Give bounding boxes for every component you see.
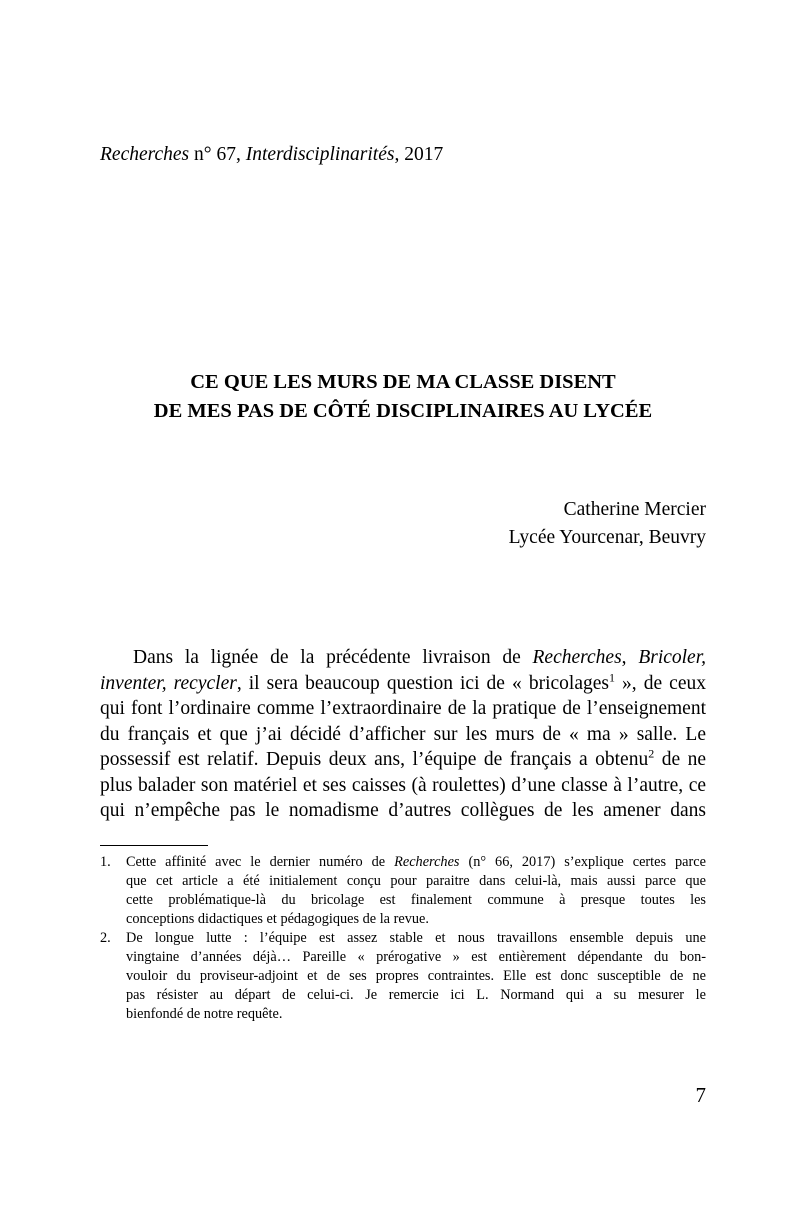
body-line: qui n’empêche pas le nomadisme d’autres collègues de les amener dans	[100, 800, 706, 821]
body-line: plus balader son matériel et ses caisses (à roulettes) d’une classe à l’autre, ce	[100, 774, 706, 796]
emphasis: Recherches	[394, 854, 460, 870]
footnote-ref-1[interactable]: 1	[608, 670, 615, 684]
footnotes	[100, 853, 706, 1024]
author-affiliation: Lycée Yourcenar, Beuvry	[508, 527, 706, 548]
footnote-number: 1.	[100, 854, 111, 870]
emphasis: Recherches	[532, 647, 622, 668]
footnote-separator	[100, 845, 208, 846]
issue-year: , 2017	[394, 144, 444, 165]
footnote-1	[100, 853, 706, 929]
running-header	[100, 144, 443, 166]
footnote-line: De longue lutte : l’équipe est assez stable et nous travaillons ensemble depuis une	[126, 930, 706, 946]
title-line-1: CE QUE LES MURS DE MA CLASSE DISENT	[190, 371, 616, 393]
footnote-line: vouloir du proviseur-adjoint et de ses propres contraintes. Elle est donc susceptible de ne	[126, 968, 706, 984]
footnote-line: pas résister au départ de celui-ci. Je remercie ici L. Normand qui a su mesurer le	[126, 987, 706, 1003]
footnote-ref-2[interactable]: 2	[648, 746, 655, 761]
body-paragraph	[100, 645, 706, 824]
body-line: qui font l’ordinaire comme l’extraordinaire de la pratique de l’enseignement	[100, 698, 706, 719]
issue-number: n° 67,	[189, 144, 246, 165]
emphasis: Bricoler,	[638, 647, 707, 668]
author-block	[509, 496, 706, 552]
emphasis: inventer, recycler	[100, 672, 237, 694]
author-name: Catherine Mercier	[563, 499, 706, 520]
body-line: Dans la lignée de la précédente livraison de Recherches, Bricoler,	[133, 647, 707, 668]
page-number: 7	[695, 1083, 706, 1107]
footnote-2	[100, 929, 706, 1024]
journal-name: Recherches	[100, 144, 190, 165]
footnote-line: conceptions didactiques et pédagogiques de la revue.	[126, 911, 429, 927]
body-line: inventer, recycler, il sera beaucoup question ici de « bricolages$^1$ », de ceux	[100, 670, 706, 694]
footnote-line: Cette affinité avec le dernier numéro de Recherches (n° 66, 2017) s’explique certes parce	[126, 854, 706, 870]
footnote-line: vingtaine d’années déjà… Pareille « prérogative » est entièrement dépendante du bon-	[126, 949, 706, 965]
issue-theme: Interdisciplinarités	[245, 144, 395, 165]
body-line: du français et que j’ai décidé d’afficher sur les murs de « ma » salle. Le	[100, 723, 706, 745]
body-line: possessif est relatif. Depuis deux ans, l’équipe de français a obtenu$^2$ de ne	[100, 746, 707, 770]
footnote-line: que cet article a été initialement conçu pour paraitre dans celui-là, mais aussi parce que	[126, 873, 706, 889]
footnote-line: bienfondé de notre requête.	[126, 1006, 283, 1022]
footnote-number: 2.	[100, 930, 111, 946]
footnote-line: cette problématique-là du bricolage est finalement commune à presque toutes les	[126, 892, 706, 908]
article-title	[100, 368, 706, 426]
title-line-2: DE MES PAS DE CÔTÉ DISCIPLINAIRES AU LYCÉE	[153, 400, 653, 422]
